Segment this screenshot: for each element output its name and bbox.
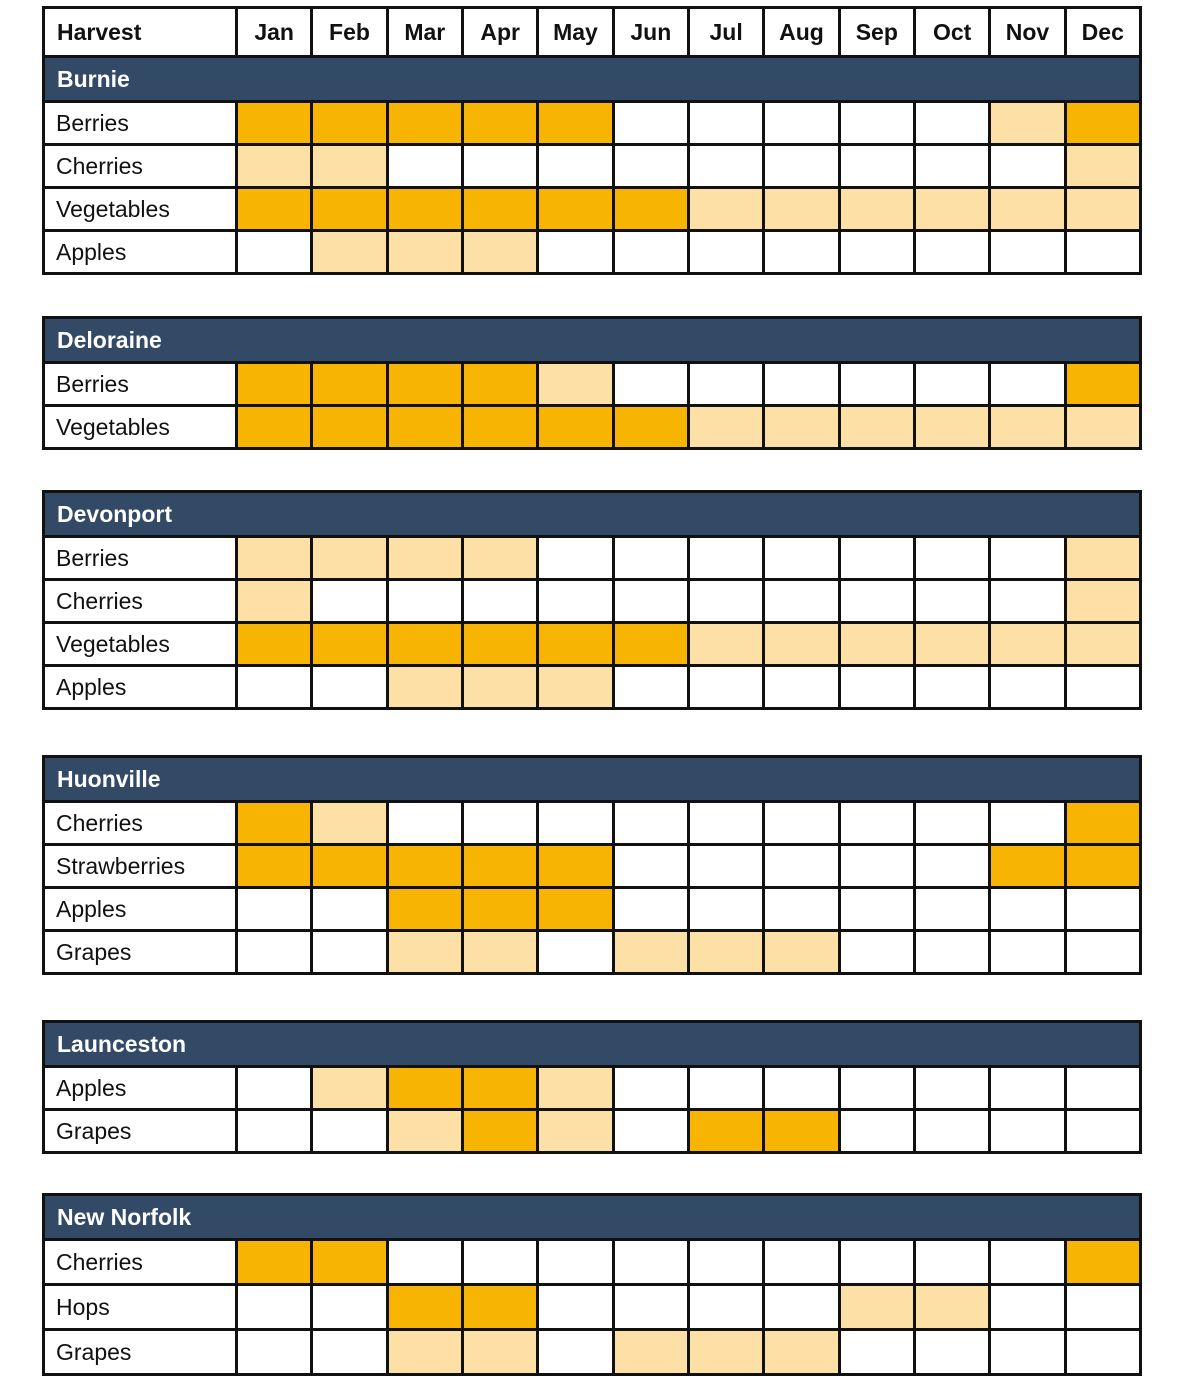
harvest-cell-jun [613, 931, 688, 974]
harvest-cell-apr [462, 845, 537, 888]
harvest-cell-apr [462, 888, 537, 931]
harvest-cell-jan [237, 145, 312, 188]
harvest-cell-jun [613, 1240, 688, 1285]
harvest-cell-jun [613, 888, 688, 931]
harvest-cell-jan [237, 580, 312, 623]
harvest-cell-dec [1065, 145, 1140, 188]
harvest-cell-jul [688, 363, 763, 406]
harvest-cell-apr [462, 802, 537, 845]
harvest-cell-jul [688, 845, 763, 888]
month-apr: Apr [462, 8, 537, 58]
harvest-cell-feb [312, 888, 387, 931]
harvest-cell-feb [312, 666, 387, 709]
harvest-cell-dec [1065, 1285, 1140, 1330]
harvest-cell-may [538, 1240, 613, 1285]
harvest-cell-sep [839, 623, 914, 666]
harvest-cell-mar [387, 231, 462, 274]
harvest-cell-oct [914, 1330, 989, 1375]
harvest-cell-sep [839, 580, 914, 623]
harvest-cell-sep [839, 888, 914, 931]
harvest-cell-mar [387, 580, 462, 623]
harvest-cell-apr [462, 666, 537, 709]
crop-row [44, 1330, 1141, 1375]
harvest-cell-jun [613, 1285, 688, 1330]
harvest-cell-dec [1065, 623, 1140, 666]
harvest-cell-apr [462, 363, 537, 406]
harvest-cell-dec [1065, 1110, 1140, 1153]
harvest-cell-feb [312, 1330, 387, 1375]
harvest-cell-dec [1065, 537, 1140, 580]
month-mar: Mar [387, 8, 462, 58]
harvest-cell-oct [914, 802, 989, 845]
crop-row [44, 363, 1141, 406]
harvest-cell-aug [764, 145, 839, 188]
region-name: Huonville [44, 757, 1141, 802]
harvest-cell-apr [462, 406, 537, 449]
harvest-cell-aug [764, 1285, 839, 1330]
harvest-cell-may [538, 802, 613, 845]
harvest-cell-aug [764, 231, 839, 274]
harvest-cell-apr [462, 580, 537, 623]
crop-label: Hops [44, 1285, 237, 1330]
harvest-cell-apr [462, 1330, 537, 1375]
harvest-cell-dec [1065, 931, 1140, 974]
month-nov: Nov [990, 8, 1065, 58]
harvest-cell-apr [462, 537, 537, 580]
crop-row [44, 580, 1141, 623]
harvest-cell-apr [462, 1067, 537, 1110]
harvest-cell-sep [839, 537, 914, 580]
month-dec: Dec [1065, 8, 1140, 58]
harvest-cell-apr [462, 623, 537, 666]
harvest-cell-may [538, 845, 613, 888]
harvest-cell-jul [688, 802, 763, 845]
harvest-cell-jan [237, 888, 312, 931]
harvest-cell-nov [990, 888, 1065, 931]
harvest-cell-jan [237, 1067, 312, 1110]
harvest-cell-jan [237, 188, 312, 231]
harvest-cell-oct [914, 145, 989, 188]
harvest-cell-jun [613, 1330, 688, 1375]
harvest-cell-oct [914, 188, 989, 231]
harvest-cell-aug [764, 1330, 839, 1375]
harvest-cell-feb [312, 580, 387, 623]
month-jan: Jan [237, 8, 312, 58]
harvest-cell-may [538, 1110, 613, 1153]
harvest-cell-may [538, 102, 613, 145]
harvest-cell-sep [839, 145, 914, 188]
harvest-cell-jan [237, 1240, 312, 1285]
harvest-cell-nov [990, 845, 1065, 888]
harvest-cell-may [538, 931, 613, 974]
harvest-cell-apr [462, 1240, 537, 1285]
region-table-huonville [42, 755, 1142, 975]
harvest-cell-jul [688, 1330, 763, 1375]
harvest-cell-dec [1065, 802, 1140, 845]
harvest-cell-jun [613, 580, 688, 623]
crop-row [44, 1285, 1141, 1330]
harvest-cell-jan [237, 363, 312, 406]
harvest-cell-jan [237, 231, 312, 274]
harvest-cell-jan [237, 1330, 312, 1375]
harvest-cell-jul [688, 102, 763, 145]
harvest-cell-jun [613, 1067, 688, 1110]
harvest-cell-oct [914, 580, 989, 623]
harvest-cell-mar [387, 1067, 462, 1110]
harvest-cell-aug [764, 406, 839, 449]
crop-row [44, 1240, 1141, 1285]
harvest-cell-may [538, 623, 613, 666]
harvest-cell-jan [237, 666, 312, 709]
harvest-cell-nov [990, 580, 1065, 623]
region-header-row [44, 57, 1141, 102]
harvest-cell-nov [990, 537, 1065, 580]
harvest-cell-oct [914, 1240, 989, 1285]
harvest-cell-jul [688, 1240, 763, 1285]
crop-label: Strawberries [44, 845, 237, 888]
harvest-cell-nov [990, 102, 1065, 145]
harvest-cell-jul [688, 406, 763, 449]
harvest-cell-dec [1065, 231, 1140, 274]
harvest-cell-oct [914, 363, 989, 406]
crop-row [44, 188, 1141, 231]
region-header-row [44, 757, 1141, 802]
harvest-cell-may [538, 231, 613, 274]
crop-row [44, 845, 1141, 888]
crop-label: Cherries [44, 580, 237, 623]
crop-row [44, 406, 1141, 449]
harvest-cell-nov [990, 231, 1065, 274]
crop-label: Vegetables [44, 623, 237, 666]
harvest-cell-apr [462, 188, 537, 231]
harvest-cell-mar [387, 845, 462, 888]
harvest-cell-may [538, 1285, 613, 1330]
harvest-cell-aug [764, 802, 839, 845]
harvest-cell-apr [462, 931, 537, 974]
harvest-cell-mar [387, 931, 462, 974]
harvest-cell-may [538, 188, 613, 231]
crop-row [44, 1067, 1141, 1110]
harvest-cell-jul [688, 931, 763, 974]
harvest-cell-jun [613, 623, 688, 666]
harvest-cell-mar [387, 1240, 462, 1285]
harvest-cell-jan [237, 802, 312, 845]
crop-label: Grapes [44, 1110, 237, 1153]
harvest-header-table [42, 6, 1142, 59]
harvest-cell-dec [1065, 1330, 1140, 1375]
harvest-cell-nov [990, 363, 1065, 406]
harvest-cell-mar [387, 188, 462, 231]
harvest-cell-oct [914, 888, 989, 931]
harvest-cell-nov [990, 188, 1065, 231]
harvest-cell-jan [237, 1285, 312, 1330]
crop-row [44, 623, 1141, 666]
crop-row [44, 931, 1141, 974]
harvest-cell-jul [688, 888, 763, 931]
harvest-cell-jun [613, 188, 688, 231]
harvest-cell-mar [387, 1285, 462, 1330]
harvest-cell-sep [839, 1110, 914, 1153]
harvest-cell-jun [613, 231, 688, 274]
harvest-cell-aug [764, 188, 839, 231]
harvest-cell-jan [237, 102, 312, 145]
month-feb: Feb [312, 8, 387, 58]
crop-row [44, 102, 1141, 145]
region-name: New Norfolk [44, 1195, 1141, 1240]
harvest-cell-aug [764, 1110, 839, 1153]
harvest-cell-aug [764, 1240, 839, 1285]
region-name: Devonport [44, 492, 1141, 537]
harvest-cell-aug [764, 363, 839, 406]
region-name: Burnie [44, 57, 1141, 102]
harvest-cell-feb [312, 623, 387, 666]
crop-label: Vegetables [44, 406, 237, 449]
harvest-cell-jul [688, 580, 763, 623]
harvest-cell-jun [613, 537, 688, 580]
harvest-cell-sep [839, 231, 914, 274]
harvest-cell-jun [613, 102, 688, 145]
harvest-cell-sep [839, 1067, 914, 1110]
harvest-cell-jun [613, 406, 688, 449]
harvest-cell-oct [914, 406, 989, 449]
harvest-cell-feb [312, 363, 387, 406]
harvest-cell-mar [387, 666, 462, 709]
harvest-cell-dec [1065, 363, 1141, 406]
harvest-cell-jul [688, 231, 763, 274]
harvest-cell-nov [990, 1110, 1065, 1153]
harvest-cell-aug [764, 537, 839, 580]
region-header-row [44, 1022, 1141, 1067]
corner-label: Harvest [44, 8, 237, 58]
harvest-cell-mar [387, 1110, 462, 1153]
header-row [44, 8, 1141, 58]
harvest-cell-apr [462, 1285, 537, 1330]
harvest-cell-oct [914, 1067, 989, 1110]
harvest-cell-jul [688, 1110, 763, 1153]
harvest-cell-jul [688, 623, 763, 666]
harvest-cell-mar [387, 537, 462, 580]
harvest-cell-feb [312, 537, 387, 580]
region-name: Launceston [44, 1022, 1141, 1067]
harvest-cell-aug [764, 1067, 839, 1110]
harvest-cell-jan [237, 623, 312, 666]
harvest-cell-oct [914, 1285, 989, 1330]
crop-label: Apples [44, 888, 237, 931]
region-table-new-norfolk [42, 1193, 1142, 1376]
harvest-cell-dec [1065, 1240, 1140, 1285]
harvest-cell-apr [462, 231, 537, 274]
month-oct: Oct [914, 8, 989, 58]
harvest-cell-oct [914, 102, 989, 145]
harvest-cell-may [538, 666, 613, 709]
crop-label: Grapes [44, 931, 237, 974]
harvest-cell-jun [613, 845, 688, 888]
harvest-cell-mar [387, 888, 462, 931]
harvest-cell-apr [462, 1110, 537, 1153]
harvest-cell-aug [764, 102, 839, 145]
harvest-cell-oct [914, 931, 989, 974]
crop-row [44, 1110, 1141, 1153]
harvest-cell-nov [990, 1067, 1065, 1110]
crop-label: Cherries [44, 1240, 237, 1285]
harvest-cell-mar [387, 363, 462, 406]
harvest-cell-feb [312, 1240, 387, 1285]
month-jul: Jul [688, 8, 763, 58]
harvest-cell-may [538, 888, 613, 931]
region-table-launceston [42, 1020, 1142, 1154]
harvest-cell-may [538, 537, 613, 580]
harvest-cell-jan [237, 845, 312, 888]
harvest-cell-dec [1065, 1067, 1140, 1110]
harvest-cell-aug [764, 931, 839, 974]
harvest-cell-mar [387, 102, 462, 145]
crop-row [44, 666, 1141, 709]
harvest-cell-may [538, 580, 613, 623]
crop-row [44, 802, 1141, 845]
harvest-cell-jul [688, 188, 763, 231]
crop-label: Vegetables [44, 188, 237, 231]
harvest-cell-jan [237, 406, 312, 449]
crop-label: Berries [44, 102, 237, 145]
harvest-cell-jun [613, 802, 688, 845]
crop-row [44, 537, 1141, 580]
harvest-cell-oct [914, 845, 989, 888]
month-may: May [538, 8, 613, 58]
harvest-cell-dec [1065, 406, 1141, 449]
harvest-cell-jan [237, 537, 312, 580]
harvest-cell-nov [990, 666, 1065, 709]
harvest-cell-jun [613, 1110, 688, 1153]
harvest-cell-sep [839, 1285, 914, 1330]
harvest-cell-sep [839, 666, 914, 709]
region-header-row [44, 1195, 1141, 1240]
month-aug: Aug [764, 8, 839, 58]
harvest-cell-feb [312, 1110, 387, 1153]
harvest-cell-dec [1065, 845, 1140, 888]
harvest-cell-oct [914, 666, 989, 709]
month-sep: Sep [839, 8, 914, 58]
harvest-cell-jun [613, 145, 688, 188]
region-table-burnie [42, 55, 1142, 275]
harvest-cell-sep [839, 931, 914, 974]
harvest-cell-sep [839, 845, 914, 888]
harvest-cell-nov [990, 802, 1065, 845]
harvest-cell-nov [990, 931, 1065, 974]
harvest-cell-sep [839, 363, 914, 406]
harvest-cell-dec [1065, 188, 1140, 231]
crop-label: Apples [44, 666, 237, 709]
harvest-cell-may [538, 363, 613, 406]
harvest-cell-feb [312, 931, 387, 974]
crop-label: Berries [44, 363, 237, 406]
crop-row [44, 145, 1141, 188]
harvest-cell-dec [1065, 888, 1140, 931]
crop-row [44, 231, 1141, 274]
harvest-cell-aug [764, 580, 839, 623]
crop-label: Berries [44, 537, 237, 580]
harvest-cell-aug [764, 845, 839, 888]
crop-label: Grapes [44, 1330, 237, 1375]
harvest-cell-jul [688, 145, 763, 188]
crop-row [44, 888, 1141, 931]
month-jun: Jun [613, 8, 688, 58]
harvest-cell-oct [914, 537, 989, 580]
harvest-cell-mar [387, 1330, 462, 1375]
crop-label: Cherries [44, 145, 237, 188]
harvest-cell-may [538, 406, 613, 449]
harvest-cell-jul [688, 1285, 763, 1330]
harvest-cell-oct [914, 231, 989, 274]
region-header-row [44, 492, 1141, 537]
harvest-cell-jan [237, 1110, 312, 1153]
harvest-cell-aug [764, 623, 839, 666]
harvest-cell-nov [990, 406, 1065, 449]
harvest-cell-nov [990, 1240, 1065, 1285]
region-header-row [44, 318, 1141, 363]
region-table-devonport [42, 490, 1142, 710]
harvest-cell-jul [688, 537, 763, 580]
harvest-cell-oct [914, 623, 989, 666]
harvest-cell-jun [613, 666, 688, 709]
harvest-cell-feb [312, 1067, 387, 1110]
harvest-cell-feb [312, 1285, 387, 1330]
harvest-cell-apr [462, 145, 537, 188]
harvest-cell-sep [839, 188, 914, 231]
harvest-cell-mar [387, 623, 462, 666]
harvest-cell-feb [312, 231, 387, 274]
harvest-cell-nov [990, 1330, 1065, 1375]
harvest-cell-aug [764, 666, 839, 709]
harvest-cell-dec [1065, 102, 1140, 145]
harvest-cell-dec [1065, 666, 1140, 709]
harvest-cell-may [538, 145, 613, 188]
harvest-cell-sep [839, 1330, 914, 1375]
harvest-cell-apr [462, 102, 537, 145]
harvest-cell-feb [312, 406, 387, 449]
harvest-cell-nov [990, 623, 1065, 666]
harvest-cell-sep [839, 1240, 914, 1285]
harvest-cell-dec [1065, 580, 1140, 623]
crop-label: Apples [44, 1067, 237, 1110]
harvest-cell-nov [990, 145, 1065, 188]
harvest-cell-nov [990, 1285, 1065, 1330]
region-table-deloraine [42, 316, 1142, 450]
harvest-cell-mar [387, 802, 462, 845]
harvest-cell-aug [764, 888, 839, 931]
harvest-cell-feb [312, 845, 387, 888]
harvest-cell-jul [688, 666, 763, 709]
harvest-cell-feb [312, 188, 387, 231]
harvest-cell-may [538, 1330, 613, 1375]
harvest-cell-jul [688, 1067, 763, 1110]
harvest-cell-sep [839, 102, 914, 145]
region-name: Deloraine [44, 318, 1141, 363]
harvest-cell-jan [237, 931, 312, 974]
harvest-cell-mar [387, 145, 462, 188]
harvest-cell-may [538, 1067, 613, 1110]
harvest-cell-sep [839, 406, 914, 449]
harvest-cell-jun [613, 363, 688, 406]
harvest-cell-sep [839, 802, 914, 845]
crop-label: Apples [44, 231, 237, 274]
harvest-cell-feb [312, 802, 387, 845]
crop-label: Cherries [44, 802, 237, 845]
harvest-cell-mar [387, 406, 462, 449]
harvest-cell-feb [312, 145, 387, 188]
harvest-cell-oct [914, 1110, 989, 1153]
harvest-cell-feb [312, 102, 387, 145]
